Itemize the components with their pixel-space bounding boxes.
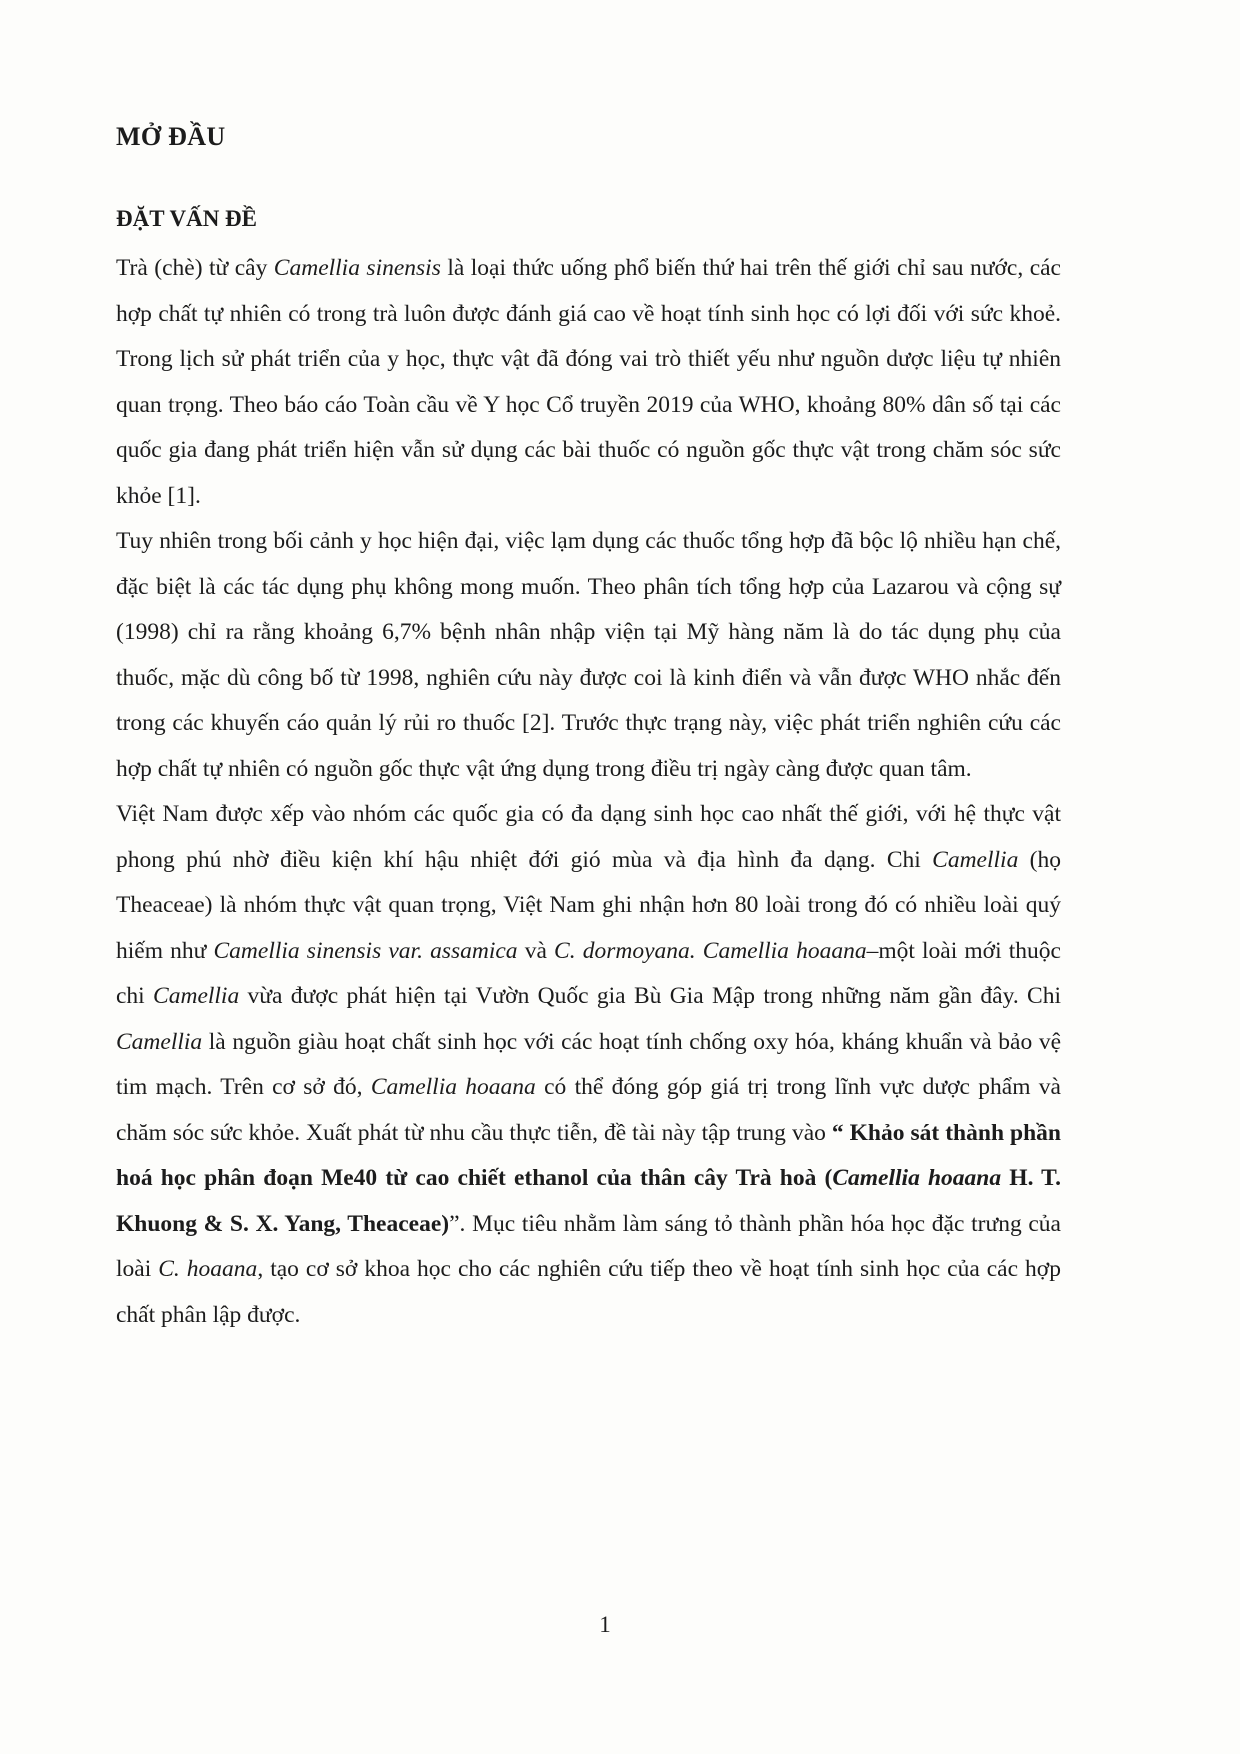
text-run: “ Khảo sát thành phần hoá học phân đoạn Me40 từ cao chiết ethanol của thân cây Trà hoà ( xyxy=(116,1119,1061,1191)
text-run: (họ Theaceae) là nhóm thực vật quan trọng, Việt Nam ghi nhận hơn 80 loài trong đó có nhiều loài quý hiếm như xyxy=(116,846,1061,964)
paragraph-2 xyxy=(116,519,1061,792)
paragraph-3 xyxy=(116,792,1061,1338)
text-run: Camellia hoaana xyxy=(702,937,867,964)
text-run: Camellia sinensis var. assamica xyxy=(213,937,518,964)
page-number: 1 xyxy=(599,1612,611,1637)
text-run: Việt Nam được xếp vào nhóm các quốc gia có đa dạng sinh học cao nhất thế giới, với hệ thực vật phong phú nhờ điều kiện khí hậu nhiệt đới gió mùa và địa hình đa dạng. Chi xyxy=(116,801,1061,873)
text-run: , tạo cơ sở khoa học cho các nghiên cứu tiếp theo về hoạt tính sinh học của các hợp chất phân lập được. xyxy=(116,1256,1061,1328)
text-run: C. hoaana xyxy=(158,1256,258,1282)
paragraph-1 xyxy=(116,246,1061,519)
text-run: –một loài mới thuộc chi xyxy=(116,937,1061,1009)
text-run: Camellia xyxy=(116,1028,203,1055)
text-run: Trà (chè) từ cây xyxy=(116,255,274,281)
text-run: là loại thức uống phổ biến thứ hai trên thế giới chỉ sau nước, các hợp chất tự nhiên có trong trà luôn được đánh giá cao về hoạt tính sinh học có lợi đối với sức khoẻ. Trong lịch sử phát triển của y học, thực vật đã đóng vai trò thiết yếu như nguồn dược liệu tự nhiên quan trọng. Theo báo cáo Toàn cầu về Y học Cổ truyền 2019 của WHO, khoảng 80% dân số tại các quốc gia đang phát triển hiện vẫn sử dụng các bài thuốc có nguồn gốc thực vật trong chăm sóc sức khỏe [1]. xyxy=(116,255,1061,509)
text-run: vừa được phát hiện tại Vườn Quốc gia Bù Gia Mập trong những năm gần đây. Chi xyxy=(239,983,1061,1009)
text-run: ”. Mục tiêu nhằm làm sáng tỏ thành phần hóa học đặc trưng của loài xyxy=(116,1210,1061,1282)
text-run: có thể đóng góp giá trị trong lĩnh vực dược phẩm và chăm sóc sức khỏe. Xuất phát từ nhu cầu thực tiễn, đề tài này tập trung vào xyxy=(116,1074,1061,1146)
body-text xyxy=(116,246,1061,1338)
section-title: ĐẶT VẤN ĐỀ xyxy=(116,206,258,231)
text-run: Camellia hoaana xyxy=(832,1165,1002,1191)
text-run: Camellia sinensis xyxy=(273,255,441,281)
text-run: Tuy nhiên trong bối cảnh y học hiện đại, việc lạm dụng các thuốc tổng hợp đã bộc lộ nhiều hạn chế, đặc biệt là các tác dụng phụ không mong muốn. Theo phân tích tổng hợp của Lazarou và cộng sự (1998) chỉ ra rằng khoảng 6,7% bệnh nhân nhập viện tại Mỹ hàng năm là do tác dụng phụ của thuốc, mặc dù công bố từ 1998, nghiên cứu này được coi là kinh điển và vẫn được WHO nhắc đến trong các khuyến cáo quản lý rủi ro thuốc [2]. Trước thực trạng này, việc phát triển nghiên cứu các hợp chất tự nhiên có nguồn gốc thực vật ứng dụng trong điều trị ngày càng được quan tâm. xyxy=(116,528,1061,782)
chapter-title: MỞ ĐẦU xyxy=(116,122,226,151)
text-run: Camellia xyxy=(932,846,1019,873)
text-run: là nguồn giàu hoạt chất sinh học với các hoạt tính chống oxy hóa, kháng khuẩn và bảo vệ tim mạch. Trên cơ sở đó, xyxy=(116,1028,1061,1100)
text-run: C. dormoyana. xyxy=(554,937,696,964)
text-run: H. T. Khuong & S. X. Yang, Theaceae) xyxy=(116,1165,1061,1237)
text-run xyxy=(696,938,703,964)
text-run: và xyxy=(517,937,555,964)
text-run: Camellia xyxy=(153,983,240,1009)
text-run: Camellia hoaana xyxy=(370,1074,536,1100)
